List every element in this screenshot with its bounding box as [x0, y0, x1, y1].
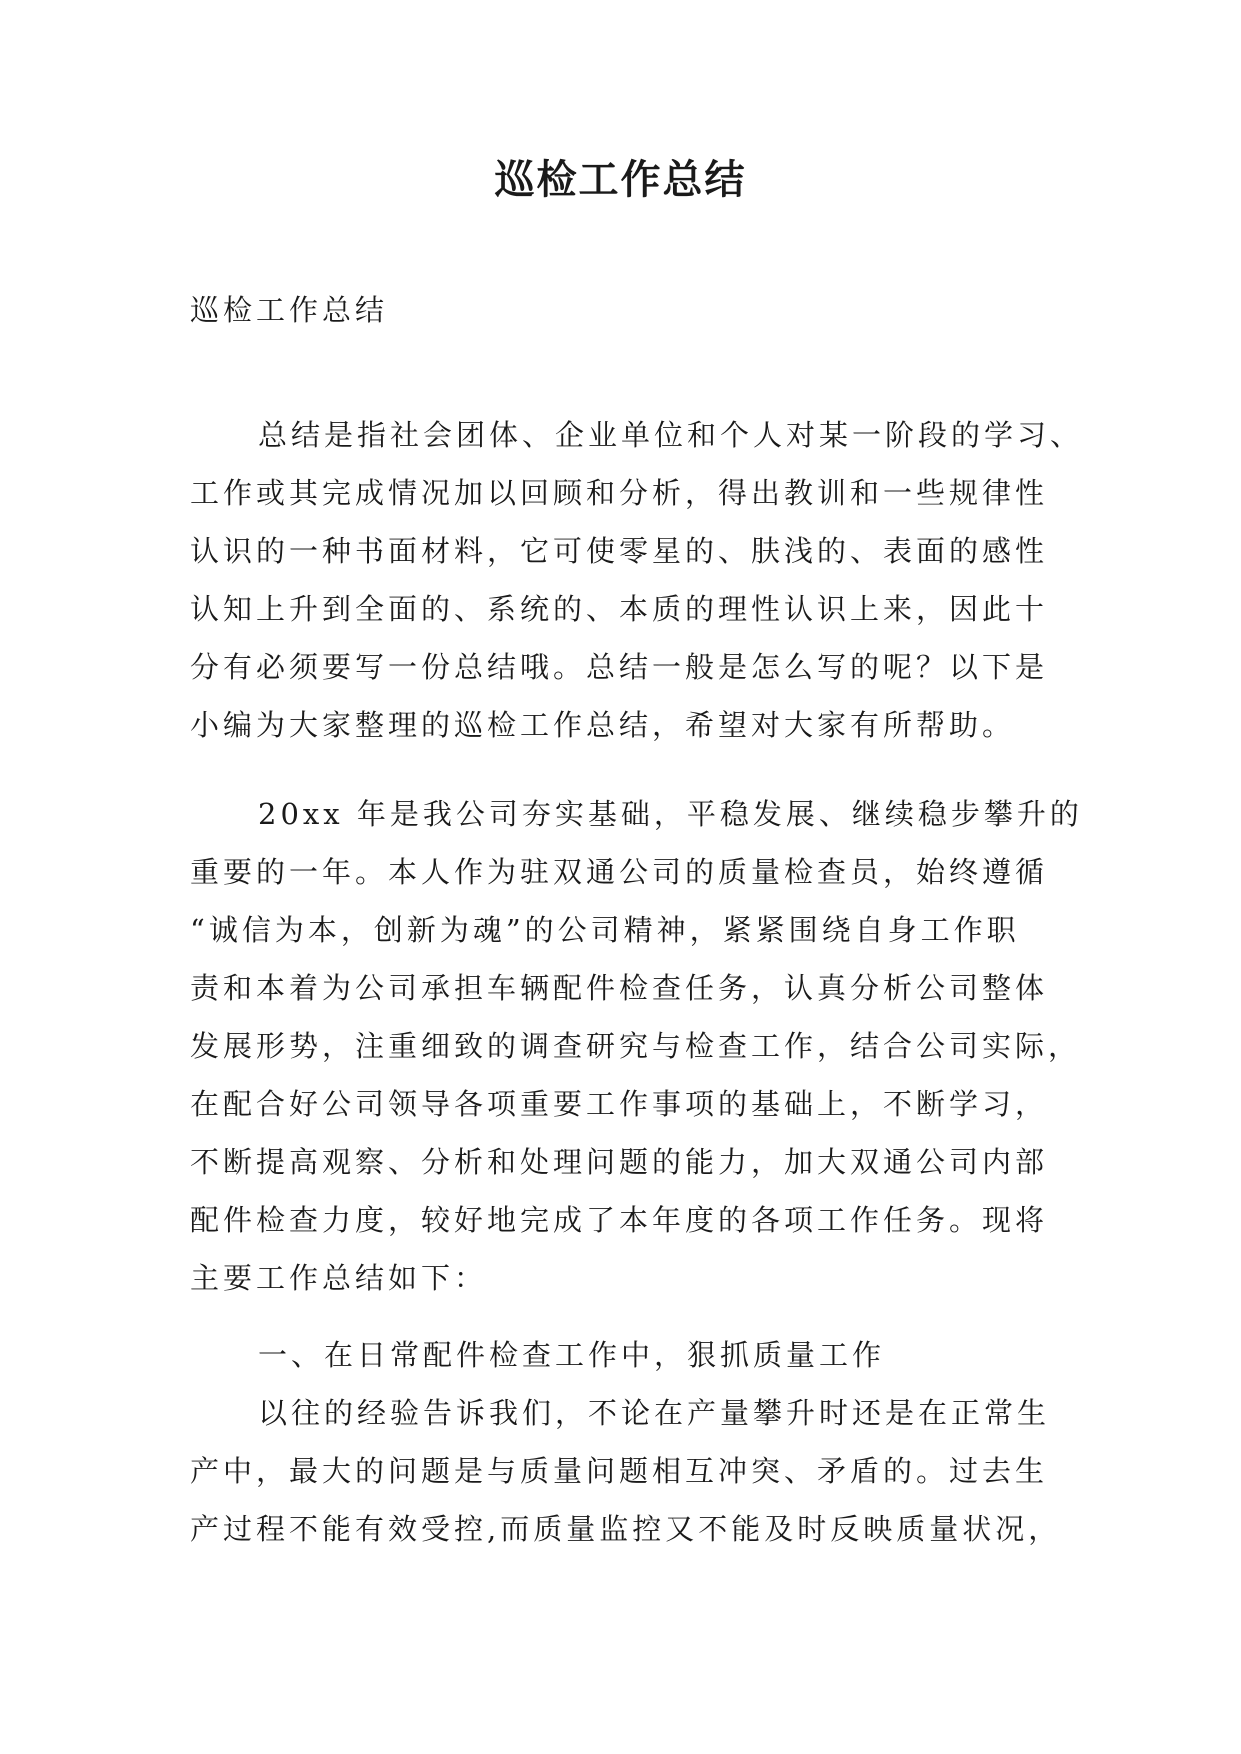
paragraph-line: “诚信为本，创新为魂”的公司精神，紧紧围绕自身工作职: [190, 913, 1020, 947]
paragraph-line: 在配合好公司领导各项重要工作事项的基础上，不断学习，: [190, 1087, 1049, 1121]
paragraph-line: 认知上升到全面的、系统的、本质的理性认识上来，因此十: [190, 592, 1049, 626]
paragraph-line: 分有必须要写一份总结哦。总结一般是怎么写的呢？以下是: [190, 650, 1049, 684]
paragraph-line: 以往的经验告诉我们，不论在产量攀升时还是在正常生: [258, 1396, 1051, 1430]
paragraph-line: 产过程不能有效受控,而质量监控又不能及时反映质量状况，: [190, 1512, 1062, 1546]
paragraph-line: 工作或其完成情况加以回顾和分析，得出教训和一些规律性: [190, 476, 1049, 510]
paragraph-intro: [190, 406, 1084, 754]
paragraph-line: 主要工作总结如下：: [190, 1261, 488, 1295]
paragraph-overview: [190, 785, 1083, 1307]
paragraph-line: 20xx 年是我公司夯实基础，平稳发展、继续稳步攀升的: [258, 797, 1083, 831]
paragraph-line: 不断提高观察、分析和处理问题的能力，加大双通公司内部: [190, 1145, 1049, 1179]
paragraph-line: 认识的一种书面材料，它可使零星的、肤浅的、表面的感性: [190, 534, 1049, 568]
document-subtitle: 巡检工作总结: [190, 293, 389, 327]
section-heading-line: 一、在日常配件检查工作中，狠抓质量工作: [258, 1338, 886, 1372]
paragraph-line: 产中，最大的问题是与质量问题相互冲突、矛盾的。过去生: [190, 1454, 1049, 1488]
paragraph-line: 总结是指社会团体、企业单位和个人对某一阶段的学习、: [258, 418, 1084, 452]
paragraph-line: 发展形势，注重细致的调查研究与检查工作，结合公司实际，: [190, 1029, 1082, 1063]
section-heading: [190, 1326, 1060, 1384]
paragraph-line: 重要的一年。本人作为驻双通公司的质量检查员，始终遵循: [190, 855, 1049, 889]
paragraph-line: 小编为大家整理的巡检工作总结，希望对大家有所帮助。: [190, 708, 1016, 742]
paragraph-line: 责和本着为公司承担车辆配件检查任务，认真分析公司整体: [190, 971, 1049, 1005]
paragraph-line: 配件检查力度，较好地完成了本年度的各项工作任务。现将: [190, 1203, 1049, 1237]
paragraph-quality: [190, 1384, 1060, 1558]
document-title: 巡检工作总结: [494, 156, 747, 203]
